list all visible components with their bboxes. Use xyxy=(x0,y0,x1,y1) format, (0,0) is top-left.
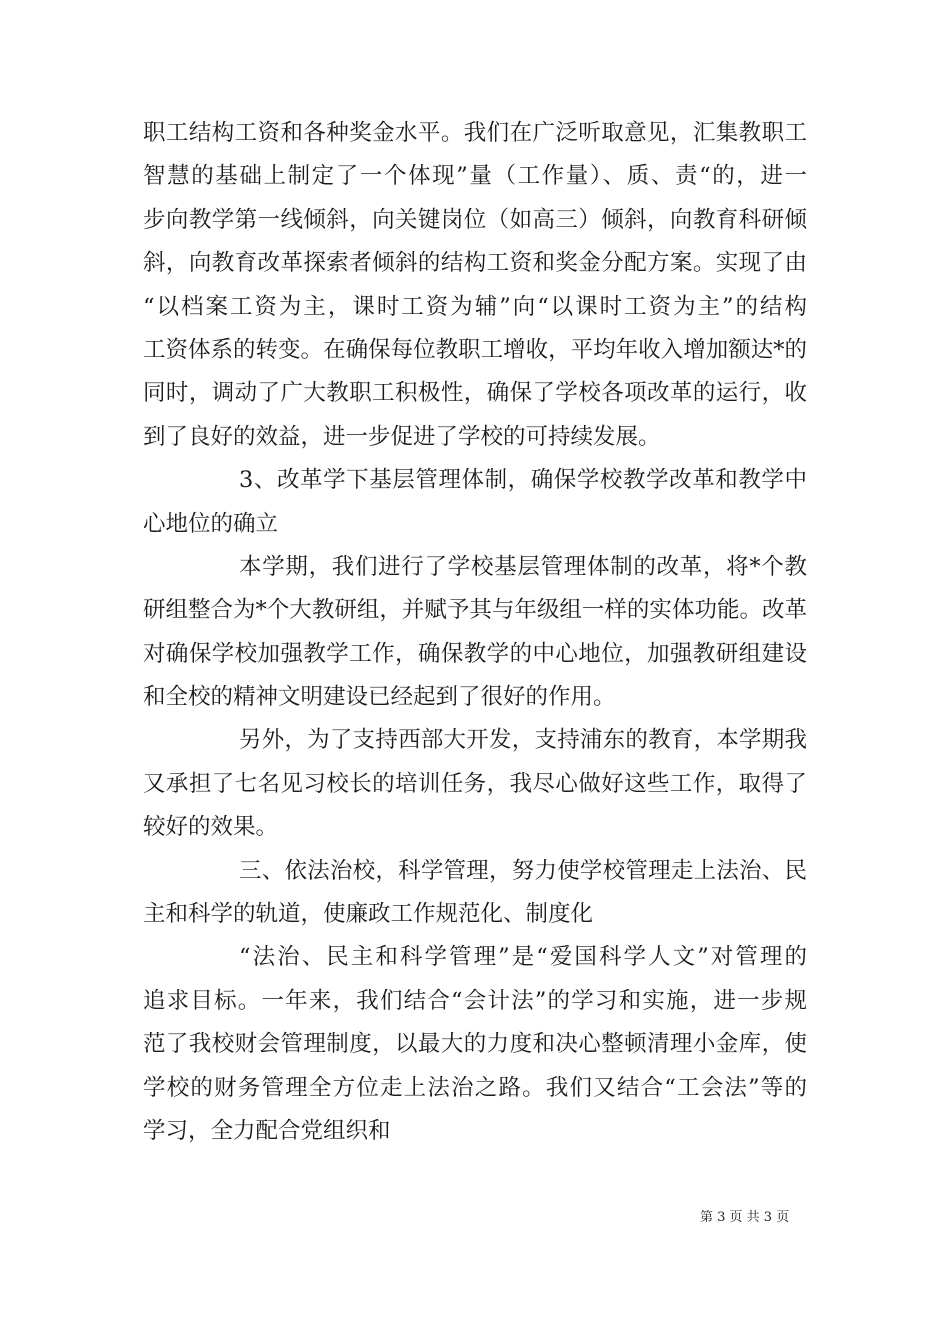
section-heading: 3、改革学下基层管理体制，确保学校教学改革和教学中 xyxy=(239,467,807,494)
text-line: 工资体系的转变。在确保每位教职工增收，平均年收入增加额达*的 xyxy=(143,336,807,363)
text-line: “法治、民主和科学管理”是“爱国科学人文”对管理的 xyxy=(239,944,807,971)
text-line: 同时，调动了广大教职工积极性，确保了学校各项改革的运行，收 xyxy=(143,380,807,407)
text-line: 对确保学校加强教学工作，确保教学的中心地位，加强教研组建设 xyxy=(143,640,807,667)
text-line: 斜，向教育改革探索者倾斜的结构工资和奖金分配方案。实现了由 xyxy=(143,250,807,277)
text-line: 步向教学第一线倾斜，向关键岗位（如高三）倾斜，向教育科研倾 xyxy=(143,206,807,233)
text-line: 学校的财务管理全方位走上法治之路。我们又结合“工会法”等的 xyxy=(143,1074,807,1101)
text-line: 研组整合为*个大教研组，并赋予其与年级组一样的实体功能。改革 xyxy=(143,597,807,624)
text-line: 另外，为了支持西部大开发，支持浦东的教育，本学期我 xyxy=(239,727,807,754)
page-number: 第 3 页 共 3 页 xyxy=(700,1210,790,1225)
text-line: 又承担了七名见习校长的培训任务，我尽心做好这些工作，取得了 xyxy=(143,770,807,797)
text-line: 追求目标。一年来，我们结合“会计法”的学习和实施，进一步规 xyxy=(143,987,807,1014)
text-line: “以档案工资为主，课时工资为辅”向“以课时工资为主”的结构 xyxy=(143,293,807,320)
text-line: 较好的效果。 xyxy=(143,814,279,841)
text-line: 学习，全力配合党组织和 xyxy=(143,1117,391,1144)
text-line: 本学期，我们进行了学校基层管理体制的改革，将*个教 xyxy=(239,553,807,580)
text-line: 职工结构工资和各种奖金水平。我们在广泛听取意见，汇集教职工 xyxy=(143,120,807,146)
text-line: 范了我校财会管理制度，以最大的力度和决心整顿清理小金库，使 xyxy=(143,1031,807,1058)
text-line: 和全校的精神文明建设已经起到了很好的作用。 xyxy=(143,684,616,711)
section-heading-cont: 主和科学的轨道，使廉政工作规范化、制度化 xyxy=(143,901,594,928)
body-text xyxy=(143,112,807,1153)
text-line: 智慧的基础上制定了一个体现”量（工作量）、质、责“的，进一 xyxy=(143,163,807,190)
text-line: 到了良好的效益，进一步促进了学校的可持续发展。 xyxy=(143,423,661,450)
section-heading-cont: 心地位的确立 xyxy=(143,510,279,537)
section-heading: 三、依法治校，科学管理，努力使学校管理走上法治、民 xyxy=(239,857,807,884)
